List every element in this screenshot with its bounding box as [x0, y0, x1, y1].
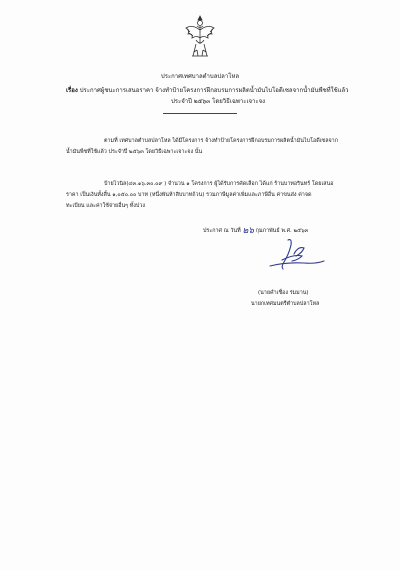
paragraph-line: น้ำมันพืชที่ใช้แล้ว ประจำปี ๒๕๖๓ โดยวิธีเฉพาะเจาะจง นั้น	[66, 149, 203, 155]
garuda-emblem-icon	[184, 14, 216, 60]
subject	[66, 85, 366, 107]
date-suffix: กุมภาพันธ์ พ.ศ. ๒๕๖๓	[255, 228, 309, 234]
paragraph-line: ราคา เป็นเงินทั้งสิ้น ๑,๐๕๐.๐๐ บาท (หนึ่งพันห้าสิบบาทถ้วน) รวมภาษีมูลค่าเพิ่มและภาษีอื่น ค่าขนส่ง ค่าจด	[66, 192, 312, 198]
subject-line-1: ประกาศผู้ชนะการเสนอราคา จ้างทำป้ายโครงการฝึกอบรมการผลิตน้ำมันไบโอดีเซลจากน้ำมันพืชที่ใช้แล้ว	[79, 87, 349, 94]
subject-label: เรื่อง	[66, 87, 78, 94]
office-heading: ประกาศเทศบาลตำบลปลาโหล	[160, 73, 240, 80]
paragraph-line: ตามที่ เทศบาลตำบลปลาโหล ได้มีโครงการ จ้างทำป้ายโครงการฝึกอบรมการผลิตน้ำมันไบโอดีเซลจาก	[104, 138, 338, 144]
subject-line-2: ประจำปี ๒๕๖๓ โดยวิธีเฉพาะเจาะจง	[170, 98, 266, 105]
date-day: ๒๖	[242, 226, 254, 236]
handwritten-signature	[258, 236, 328, 278]
signer-name: (นายคำเชื่อง ร่มมาน)	[258, 290, 309, 296]
paragraph-line: ทะเบียน และค่าใช้จ่ายอื่นๆ ทั้งปวง	[66, 203, 146, 209]
announcement-date	[203, 226, 308, 235]
paragraph-line: ป้ายไวนิล(๔๓.๑๖.๓๐.๐๙ ) จำนวน ๑ โครงการ ผู้ได้รับการคัดเลือก ได้แก่ ร้านบาทอรินทร์ โดยเสนอ	[104, 181, 334, 187]
date-prefix: ประกาศ ณ วันที่	[203, 228, 241, 234]
divider	[163, 113, 237, 114]
signer-position: นายกเทศมนตรีตำบลปลาโหล	[251, 301, 320, 307]
